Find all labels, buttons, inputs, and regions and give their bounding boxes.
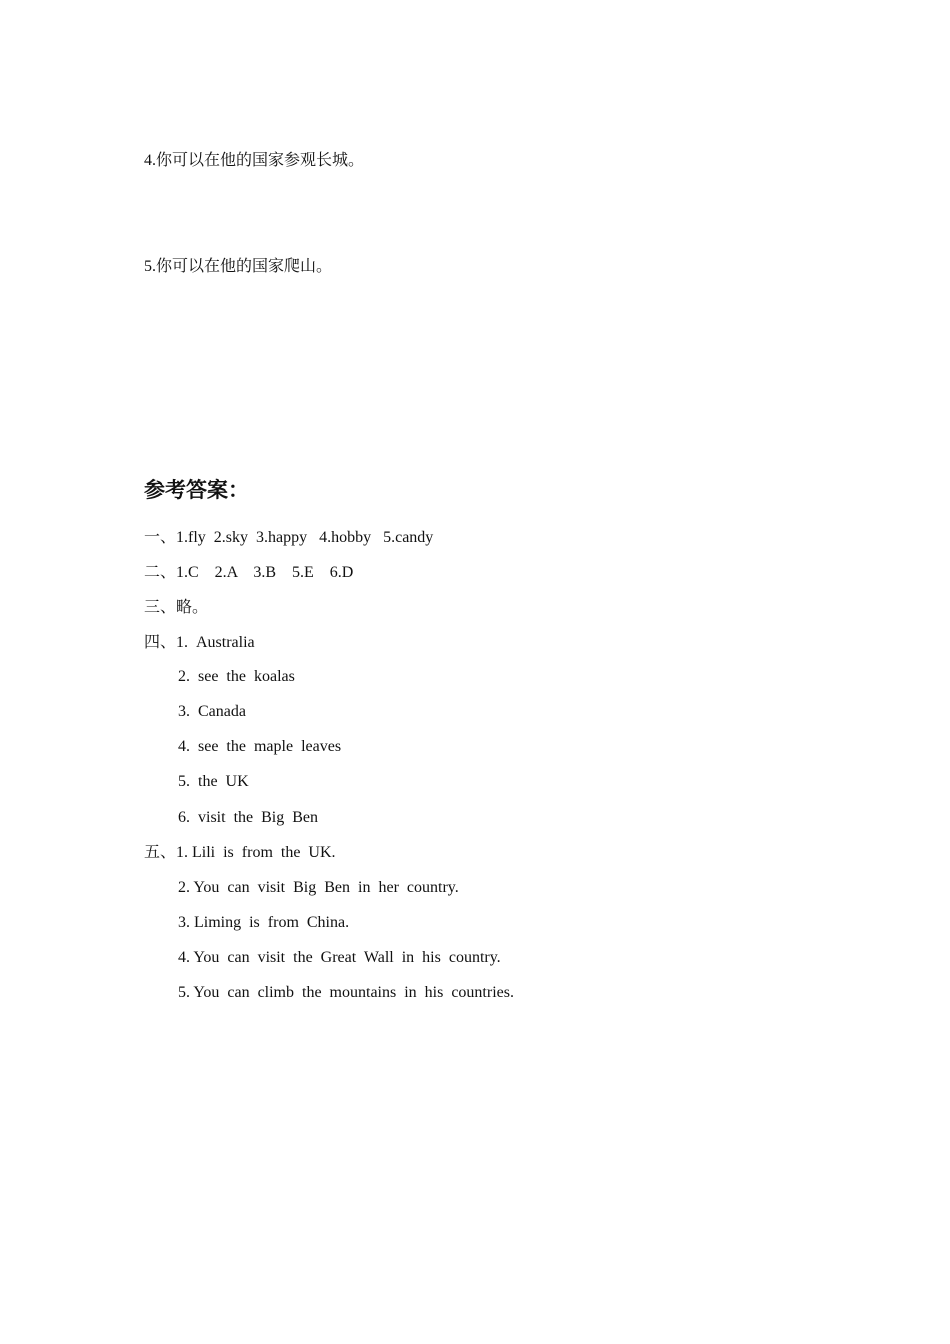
answer-section-1: 一、1.fly 2.sky 3.happy 4.hobby 5.candy: [144, 529, 434, 546]
answer-section-4-item: 4. see the maple leaves: [178, 738, 342, 755]
translation-item-5: 5.你可以在他的国家爬山。: [144, 258, 333, 275]
answer-section-5-first: 五、1. Lili is from the UK.: [144, 844, 336, 861]
answer-section-5-item: 2. You can visit Big Ben in her country.: [178, 879, 459, 896]
answer-section-5-item: 3. Liming is from China.: [178, 914, 350, 931]
translation-item-4: 4.你可以在他的国家参观长城。: [144, 152, 365, 169]
answer-section-4-item: 5. the UK: [178, 773, 249, 790]
answer-section-4-item: 2. see the koalas: [178, 668, 295, 685]
answer-section-3: 三、略。: [144, 599, 209, 616]
answer-section-4-item: 3. Canada: [178, 703, 246, 720]
answer-section-4-first: 四、1. Australia: [144, 634, 255, 651]
answer-section-5-item: 4. You can visit the Great Wall in his country.: [178, 949, 501, 966]
answer-key-title: 参考答案：: [144, 478, 249, 502]
answer-section-5-item: 5. You can climb the mountains in his countries.: [178, 984, 514, 1001]
answer-section-4-item: 6. visit the Big Ben: [178, 809, 318, 826]
answer-section-2: 二、1.C 2.A 3.B 5.E 6.D: [144, 564, 354, 581]
